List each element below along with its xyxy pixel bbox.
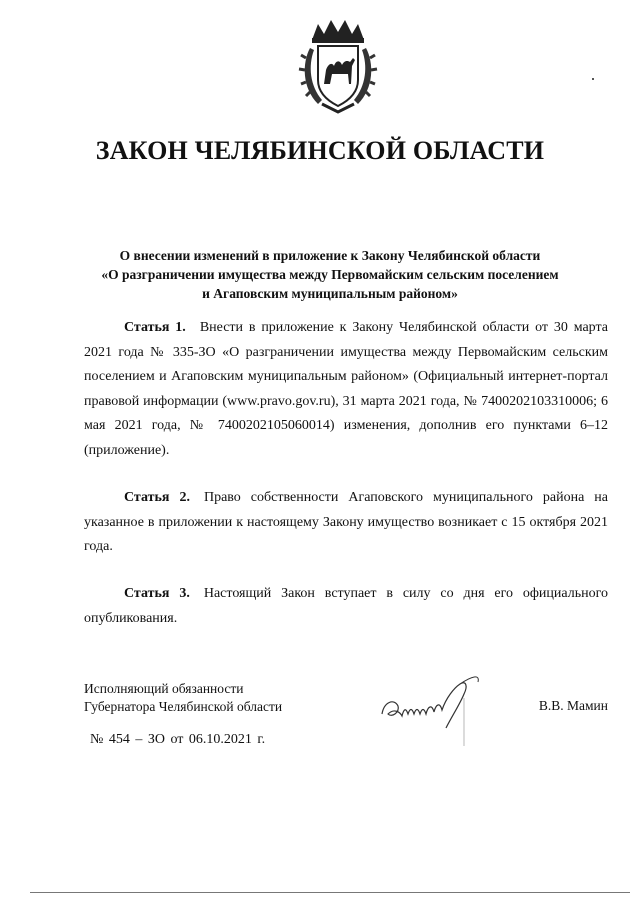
signer-title-line: Исполняющий обязанности xyxy=(84,681,244,696)
law-number: № 454 – ЗО от 06.10.2021 г. xyxy=(90,732,266,747)
law-title: ЗАКОН ЧЕЛЯБИНСКОЙ ОБЛАСТИ xyxy=(95,136,545,165)
page-bottom-rule xyxy=(30,892,630,893)
law-subtitle xyxy=(60,246,600,303)
article-text: Внести в приложение к Закону Челябинской области от 30 марта 2021 года № 335-ЗО «О разграничении имущества между Первомайским сельским поселением и Агаповским муниципальным районом» (Официальный интернет-портал правовой информации (www.pravo.gov.ru), 31 марта 2021 года, № 7400202103310006; 6 мая 2021 года, № 7400202105060014) изменения, дополнив его пунктами 6–12 (приложение). xyxy=(84,320,608,458)
coat-of-arms-icon xyxy=(298,18,378,114)
article-label: Статья 1. xyxy=(124,320,186,335)
scan-speck xyxy=(592,78,594,80)
subtitle-line: О внесении изменений в приложение к Закону Челябинской области xyxy=(119,248,541,263)
article-2 xyxy=(84,486,608,560)
article-text: Настоящий Закон вступает в силу со дня его официального опубликования. xyxy=(84,586,609,626)
article-3 xyxy=(84,582,608,631)
article-text: Право собственности Агаповского муниципального района на указанное в приложении к настоящему Закону имущество возникает с 15 октября 2021 года. xyxy=(84,490,608,554)
handwritten-signature-icon xyxy=(374,668,494,748)
subtitle-line: «О разграничении имущества между Первомайским сельским поселением xyxy=(101,267,559,282)
signer-title-line: Губернатора Челябинской области xyxy=(84,699,283,714)
article-label: Статья 2. xyxy=(124,490,190,505)
signer-title xyxy=(84,680,282,716)
article-label: Статья 3. xyxy=(124,586,190,601)
article-1 xyxy=(84,316,608,463)
subtitle-line: и Агаповским муниципальным районом» xyxy=(202,286,458,301)
signer-name: В.В. Мамин xyxy=(538,698,608,713)
